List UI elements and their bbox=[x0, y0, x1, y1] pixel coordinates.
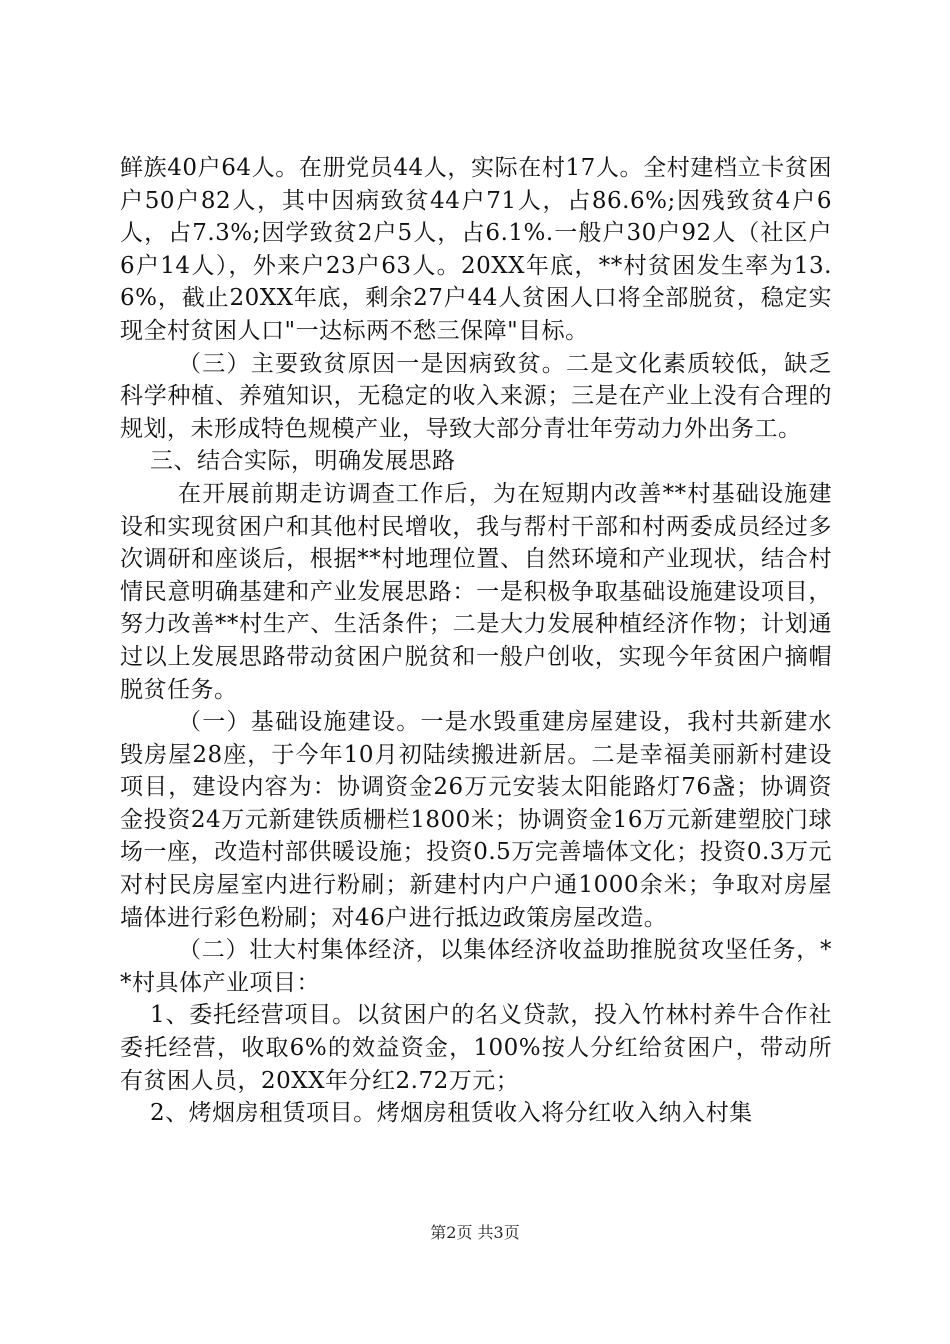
paragraph-development-ideas: 在开展前期走访调查工作后，为在短期内改善**村基础设施建设和实现贫困户和其他村民增收，我与帮村干部和村两委成员经过多次调研和座谈后，根据**村地理位置、自然环境和产业现状，结合村情民意明确基建和产业发展思路：一是积极争取基础设施建设项目，努力改善**村生产、生活条件；二是大力发展种植经济作物；计划通过以上发展思路带动贫困户脱贫和一般户创收，实现今年贫困户摘帽脱贫任务。 bbox=[120, 480, 832, 703]
paragraph-population-stats: 鲜族40户64人。在册党员44人，实际在村17人。全村建档立卡贫困户50户82人，其中因病致贫44户71人，占86.6%;因残致贫4户6人，占7.3%;因学致贫2户5人，占6.1%.一般户30户92人（社区户6户14人），外来户23户63人。20XX年底，**村贫困发生率为13.6%，截止20XX年底，剩余27户44人贫困人口将全部脱贫，稳定实现全村贫困人口"一达标两不愁三保障"目标。 bbox=[120, 155, 832, 344]
document-body bbox=[120, 152, 832, 1130]
paragraph-collective-economy: （二）壮大村集体经济，以集体经济收益助推脱贫攻坚任务，**村具体产业项目： bbox=[120, 937, 832, 996]
paragraph-poverty-causes: （三）主要致贫原因一是因病致贫。二是文化素质较低，缺乏科学种植、养殖知识，无稳定的收入来源；三是在产业上没有合理的规划，未形成特色规模产业，导致大部分青壮年劳动力外出务工。 bbox=[120, 350, 832, 442]
page-footer: 第2页 共3页 bbox=[430, 1223, 520, 1242]
list-item-entrusted-operation: 1、委托经营项目。以贫困户的名义贷款，投入竹林村养牛合作社委托经营，收取6%的效益资金，100%按人分红给贫困户，带动所有贫困人员，20XX年分红2.72万元； bbox=[120, 1002, 832, 1094]
list-item-tobacco-barn-rental: 2、烤烟房租赁项目。烤烟房租赁收入将分红收入纳入村集 bbox=[150, 1100, 753, 1127]
paragraph-infrastructure: （一）基础设施建设。一是水毁重建房屋建设，我村共新建水毁房屋28座，于今年10月初陆续搬进新居。二是幸福美丽新村建设项目，建设内容为：协调资金26万元安装太阳能路灯76盏；协调资金投资24万元新建铁质栅栏1800米；协调资金16万元新建塑胶门球场一座，改造村部供暖设施；投资0.5万完善墙体文化；投资0.3万元对村民房屋室内进行粉刷；新建村内户户通1000余米；争取对房屋墙体进行彩色粉刷；对46户进行抵边政策房屋改造。 bbox=[120, 709, 832, 931]
section-heading-development-ideas: 三、结合实际，明确发展思路 bbox=[150, 448, 456, 475]
